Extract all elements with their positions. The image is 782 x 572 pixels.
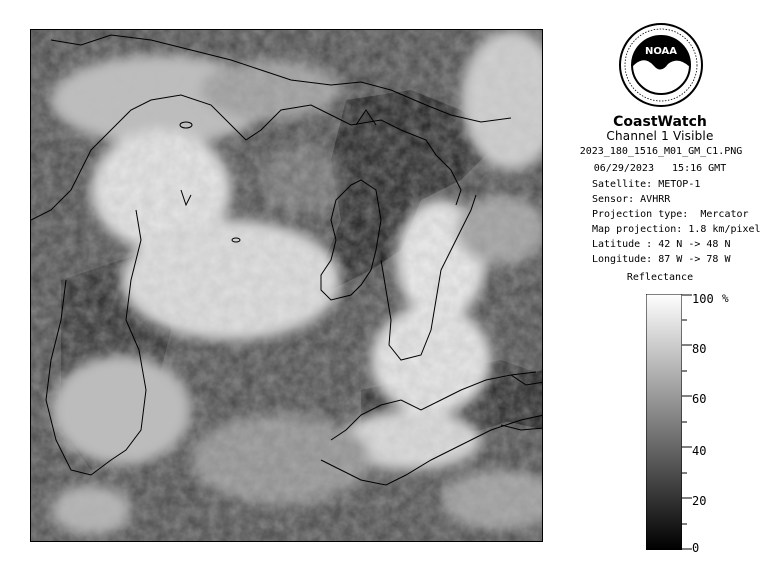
colorbar bbox=[646, 294, 682, 550]
svg-text:NOAA: NOAA bbox=[644, 46, 678, 57]
longitude: Longitude: 87 W -> 78 W bbox=[592, 254, 731, 265]
tick-60: 60 bbox=[692, 392, 707, 406]
colorbar-ticks bbox=[682, 294, 692, 550]
latitude: Latitude : 42 N -> 48 N bbox=[592, 239, 731, 250]
sensor: Sensor: AVHRR bbox=[592, 194, 671, 205]
tick-20: 20 bbox=[692, 494, 707, 508]
colorbar-title: Reflectance bbox=[626, 272, 694, 283]
tick-80: 80 bbox=[692, 342, 707, 356]
map-projection: Map projection: 1.8 km/pixel bbox=[592, 224, 761, 235]
projection-type: Projection type: Mercator bbox=[592, 209, 749, 220]
satellite-map-svg bbox=[31, 30, 543, 542]
unit-label: % bbox=[722, 292, 729, 305]
app-title: CoastWatch bbox=[613, 114, 707, 130]
file-name: 2023_180_1516_M01_GM_C1.PNG bbox=[579, 146, 743, 157]
tick-100: 100 bbox=[692, 292, 714, 306]
channel-subtitle: Channel 1 Visible bbox=[606, 129, 714, 143]
tick-40: 40 bbox=[692, 444, 707, 458]
datetime: 06/29/2023 15:16 GMT bbox=[593, 163, 727, 174]
satellite: Satellite: METOP-1 bbox=[592, 179, 701, 190]
texture-noise bbox=[31, 30, 543, 542]
noaa-logo bbox=[618, 22, 704, 108]
tick-0: 0 bbox=[692, 541, 700, 555]
satellite-image bbox=[30, 29, 543, 542]
